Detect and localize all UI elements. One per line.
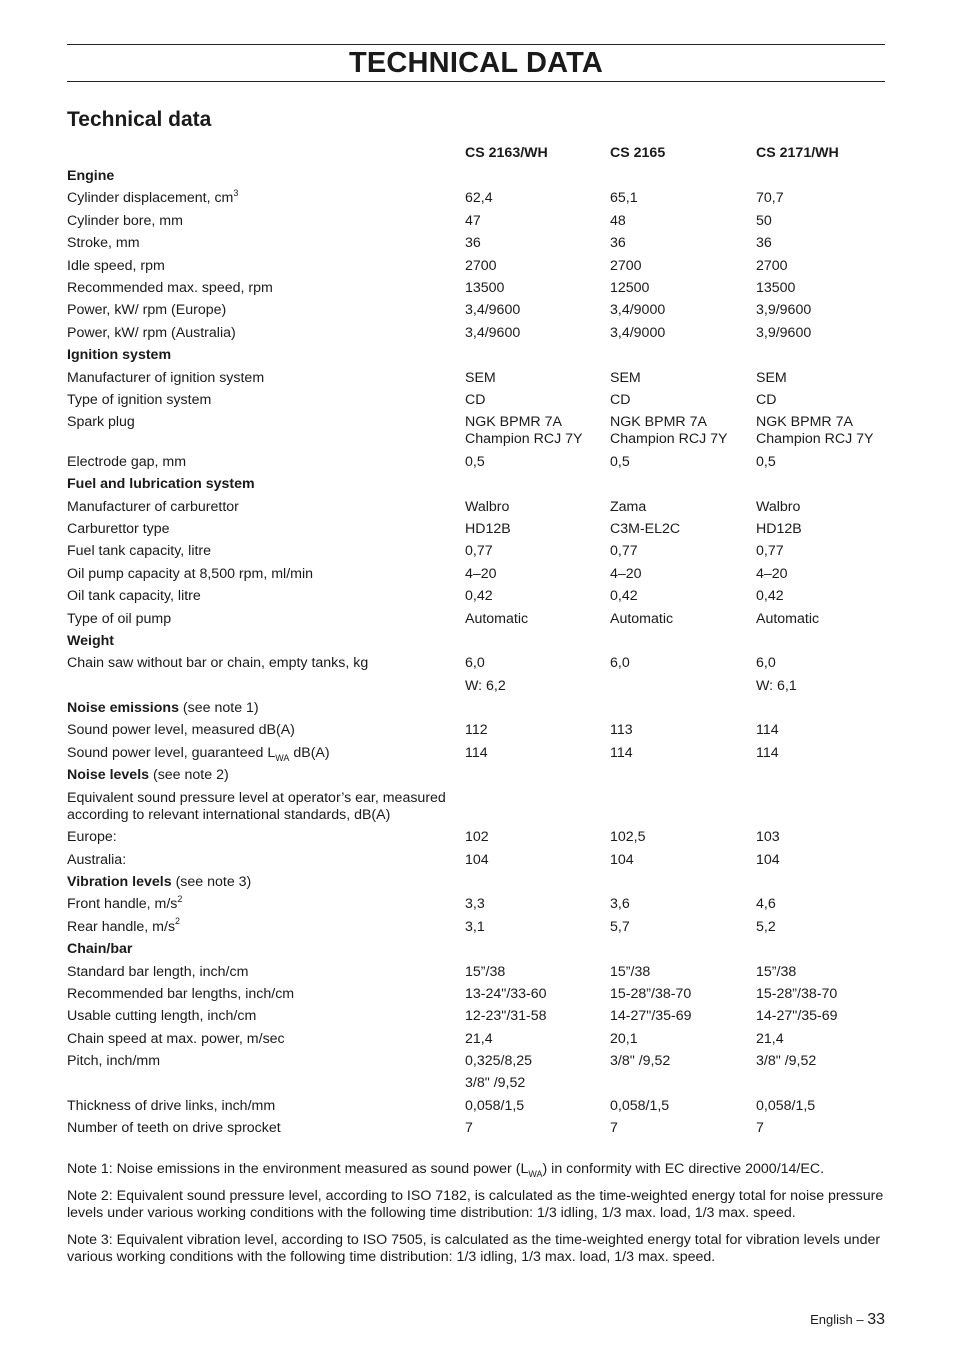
page-footer xyxy=(810,1311,885,1329)
label-text: Idle speed, rpm xyxy=(67,257,165,274)
spec-row xyxy=(67,414,897,454)
spec-label xyxy=(67,964,457,980)
label-text: Noise levels xyxy=(67,767,150,784)
spec-value: 0,77 xyxy=(756,543,784,560)
spec-row xyxy=(67,745,897,767)
label-text: Power, kW/ rpm (Europe) xyxy=(67,302,227,319)
spec-value: 4,6 xyxy=(756,896,776,913)
label-text: Number of teeth on drive sprocket xyxy=(67,1120,281,1137)
spec-row xyxy=(67,1075,897,1097)
note-1-text-end: ) in conformity with EC directive 2000/14/EC. xyxy=(542,1161,825,1177)
spec-value: 48 xyxy=(610,212,626,229)
label-text: Ignition system xyxy=(67,347,172,364)
spec-row xyxy=(67,722,897,744)
spec-value: Automatic xyxy=(465,610,529,627)
spec-value: Automatic xyxy=(610,610,674,627)
label-text: Fuel and lubrication system xyxy=(67,476,255,493)
spec-value: Walbro xyxy=(465,498,510,515)
spec-value: 14-27"/35-69 xyxy=(756,1008,838,1025)
notes xyxy=(67,1161,887,1276)
spec-value: 5,7 xyxy=(610,918,630,935)
spec-value: 103 xyxy=(756,829,780,846)
spec-value: 3,4/9000 xyxy=(610,324,666,341)
spec-value: 3/8" /9,52 xyxy=(610,1053,671,1070)
spec-value: 0,42 xyxy=(610,588,638,605)
spec-value: 0,325/8,25 xyxy=(465,1053,533,1070)
spec-value: 0,058/1,5 xyxy=(756,1097,816,1114)
spec-row xyxy=(67,499,897,521)
label-text: Weight xyxy=(67,632,115,649)
label-text: Standard bar length, inch/cm xyxy=(67,963,249,980)
spec-value: 15”/38 xyxy=(465,963,506,980)
page-header: TECHNICAL DATA xyxy=(348,47,604,79)
spec-value: 3/8" /9,52 xyxy=(465,1075,526,1092)
spec-value: 3,9/9600 xyxy=(756,324,812,341)
label-text: Usable cutting length, inch/cm xyxy=(67,1008,257,1025)
section-heading xyxy=(67,700,457,716)
section-heading-row xyxy=(67,633,897,655)
label-text: Cylinder bore, mm xyxy=(67,212,183,229)
spec-label xyxy=(67,235,457,251)
spec-label xyxy=(67,986,457,1002)
spec-label xyxy=(67,280,457,296)
section-heading xyxy=(67,941,457,957)
spec-row xyxy=(67,1031,897,1053)
spec-value: SEM xyxy=(465,369,496,386)
spec-value: 21,4 xyxy=(465,1030,493,1047)
spec-label xyxy=(67,745,457,761)
spec-value: 6,0 xyxy=(465,655,485,672)
label-subscript: WA xyxy=(275,752,290,763)
spec-value: 7 xyxy=(465,1120,473,1137)
section-heading xyxy=(67,633,457,649)
spec-label xyxy=(67,302,457,318)
heading-note-ref: (see note 3) xyxy=(171,873,252,890)
spec-value: 15-28”/38-70 xyxy=(756,985,838,1002)
spec-value: 114 xyxy=(756,744,779,761)
spec-value: 12-23"/31-58 xyxy=(465,1008,547,1025)
label-text: Chain/bar xyxy=(67,941,133,958)
spec-value: 3,4/9000 xyxy=(610,302,666,319)
spec-row xyxy=(67,302,897,324)
spec-label xyxy=(67,1031,457,1047)
label-text: Vibration levels xyxy=(67,873,172,890)
label-text: Power, kW/ rpm (Australia) xyxy=(67,324,236,341)
label-text: Thickness of drive links, inch/mm xyxy=(67,1097,276,1114)
spec-row xyxy=(67,611,897,633)
spec-label xyxy=(67,392,457,408)
spec-value: 70,7 xyxy=(756,190,784,207)
spec-value: W: 6,1 xyxy=(756,677,797,694)
label-text: Electrode gap, mm xyxy=(67,453,187,470)
spec-label xyxy=(67,1008,457,1024)
spec-value: 13500 xyxy=(756,279,796,296)
label-text: Front handle, m/s xyxy=(67,896,178,913)
note-1 xyxy=(67,1161,887,1178)
spec-label xyxy=(67,611,457,627)
spec-value: CD xyxy=(465,391,486,408)
spec-value: 2700 xyxy=(465,257,497,274)
section-heading-row xyxy=(67,941,897,963)
spec-value: 0,5 xyxy=(756,453,776,470)
spec-label xyxy=(67,790,457,824)
spec-value: 4–20 xyxy=(465,565,497,582)
spec-value: 50 xyxy=(756,212,772,229)
spec-label xyxy=(67,1098,457,1114)
label-text: Sound power level, guaranteed L xyxy=(67,744,276,761)
spec-value: 15”/38 xyxy=(756,963,797,980)
spec-row xyxy=(67,1120,897,1142)
spec-row xyxy=(67,588,897,610)
spec-value: 0,5 xyxy=(610,453,630,470)
section-heading-row xyxy=(67,700,897,722)
spec-value: 13500 xyxy=(465,279,505,296)
note-2: Note 2: Equivalent sound pressure level, according to ISO 7182, is calculated as the time-weighted energy total for noise pressure levels under various working conditions with the following time distribution: 1/3 idling, 1/3 max. load, 1/3 max. speed. xyxy=(67,1188,884,1221)
label-text: Manufacturer of ignition system xyxy=(67,369,265,386)
spec-row xyxy=(67,1008,897,1030)
spec-row xyxy=(67,213,897,235)
section-heading xyxy=(67,476,457,492)
spec-label xyxy=(67,829,457,845)
label-text: Pitch, inch/mm xyxy=(67,1053,161,1070)
label-text: Cylinder displacement, cm xyxy=(67,190,234,207)
spec-value: 36 xyxy=(465,235,481,252)
spec-value: NGK BPMR 7A Champion RCJ 7Y xyxy=(610,414,728,448)
spec-label xyxy=(67,566,457,582)
spec-row xyxy=(67,392,897,414)
label-text: Australia: xyxy=(67,851,127,868)
note-3: Note 3: Equivalent vibration level, according to ISO 7505, is calculated as the time-weighted energy total for vibration levels under various working conditions with the following time distribution: 1/3 idling, 1/3 max. load, 1/3 max. speed. xyxy=(67,1232,881,1265)
column-header: CS 2171/WH xyxy=(756,145,839,161)
label-text: Engine xyxy=(67,168,115,184)
spec-value: CD xyxy=(756,391,777,408)
spec-label xyxy=(67,655,457,671)
label-text: Chain saw without bar or chain, empty tanks, kg xyxy=(67,655,369,672)
column-header: CS 2163/WH xyxy=(465,145,548,161)
spec-label xyxy=(67,1120,457,1136)
label-text: Manufacturer of carburettor xyxy=(67,498,239,515)
label-superscript: 3 xyxy=(233,187,239,198)
spec-value: 3,9/9600 xyxy=(756,302,812,319)
spec-row xyxy=(67,566,897,588)
label-text: Stroke, mm xyxy=(67,235,140,252)
spec-label xyxy=(67,370,457,386)
spec-label xyxy=(67,852,457,868)
spec-row xyxy=(67,893,897,918)
spec-value: Walbro xyxy=(756,498,801,515)
spec-label xyxy=(67,213,457,229)
spec-value: HD12B xyxy=(465,520,511,537)
spec-label xyxy=(67,915,457,935)
spec-value: 3,3 xyxy=(465,896,485,913)
spec-value: 15-28”/38-70 xyxy=(610,985,692,1002)
spec-value: 47 xyxy=(465,212,481,229)
spec-value: 102,5 xyxy=(610,829,646,846)
spec-label xyxy=(67,454,457,470)
spec-label xyxy=(67,325,457,341)
spec-value: 15”/38 xyxy=(610,963,651,980)
spec-value: 114 xyxy=(610,744,633,761)
column-header: CS 2165 xyxy=(610,145,666,161)
spec-value: 112 xyxy=(465,722,488,739)
spec-row xyxy=(67,187,897,212)
spec-row xyxy=(67,280,897,302)
spec-value: 62,4 xyxy=(465,190,493,207)
spec-value: 3,4/9600 xyxy=(465,324,521,341)
spec-value: 104 xyxy=(756,851,780,868)
spec-row xyxy=(67,454,897,476)
label-text: Sound power level, measured dB(A) xyxy=(67,722,295,739)
spec-value: 2700 xyxy=(610,257,642,274)
spec-label xyxy=(67,187,457,207)
spec-value: 6,0 xyxy=(610,655,630,672)
spec-row xyxy=(67,655,897,677)
heading-note-ref: (see note 2) xyxy=(149,767,229,784)
spec-value: 14-27"/35-69 xyxy=(610,1008,692,1025)
note-1-text: Note 1: Noise emissions in the environment measured as sound power (L xyxy=(67,1161,529,1177)
label-text: Fuel tank capacity, litre xyxy=(67,543,212,560)
label-superscript: 2 xyxy=(175,915,181,926)
spec-value: 114 xyxy=(756,722,779,739)
page-number: 33 xyxy=(867,1311,885,1328)
spec-value: 0,42 xyxy=(756,588,784,605)
spec-value: 3,4/9600 xyxy=(465,302,521,319)
spec-value: 36 xyxy=(756,235,772,252)
spec-value: 7 xyxy=(756,1120,764,1137)
spec-label xyxy=(67,543,457,559)
spec-label xyxy=(67,499,457,515)
spec-value: 3/8" /9,52 xyxy=(756,1053,817,1070)
spec-value: 0,058/1,5 xyxy=(465,1097,525,1114)
section-heading xyxy=(67,347,457,363)
section-heading-row xyxy=(67,476,897,498)
section-heading-row xyxy=(67,874,897,896)
spec-value: HD12B xyxy=(756,520,802,537)
spec-value: Automatic xyxy=(756,610,820,627)
label-text: Noise emissions xyxy=(67,700,179,717)
spec-label xyxy=(67,588,457,604)
spec-row xyxy=(67,258,897,280)
section-heading xyxy=(67,874,457,890)
spec-row xyxy=(67,1098,897,1120)
spec-row xyxy=(67,986,897,1008)
section-heading-row xyxy=(67,168,897,190)
spec-value: 3,6 xyxy=(610,896,630,913)
spec-value: W: 6,2 xyxy=(465,677,506,694)
spec-value: NGK BPMR 7A Champion RCJ 7Y xyxy=(465,414,583,448)
label-text: Rear handle, m/s xyxy=(67,918,176,935)
section-heading xyxy=(67,767,457,783)
section-heading-row xyxy=(67,767,897,789)
spec-value: 12500 xyxy=(610,279,650,296)
spec-value: 5,2 xyxy=(756,918,776,935)
spec-value: 0,42 xyxy=(465,588,493,605)
spec-value: SEM xyxy=(756,369,787,386)
spec-row xyxy=(67,543,897,565)
label-text: Oil tank capacity, litre xyxy=(67,588,201,605)
spec-value: 102 xyxy=(465,829,489,846)
label-text: Type of oil pump xyxy=(67,610,172,627)
spec-row xyxy=(67,964,897,986)
heading-note-ref: (see note 1) xyxy=(178,700,259,717)
spec-value: 104 xyxy=(465,851,489,868)
label-text: Chain speed at max. power, m/sec xyxy=(67,1030,285,1047)
spec-value: CD xyxy=(610,391,631,408)
spec-value: 0,058/1,5 xyxy=(610,1097,670,1114)
spec-row xyxy=(67,325,897,347)
label-text: Type of ignition system xyxy=(67,391,212,408)
spec-value: 3,1 xyxy=(465,918,485,935)
spec-row xyxy=(67,370,897,392)
spec-row xyxy=(67,790,897,830)
spec-value: NGK BPMR 7A Champion RCJ 7Y xyxy=(756,414,874,448)
spec-value: 6,0 xyxy=(756,655,776,672)
spec-value: 113 xyxy=(610,722,633,739)
column-header-row xyxy=(67,145,897,168)
spec-row xyxy=(67,678,897,700)
spec-value: 20,1 xyxy=(610,1030,638,1047)
spec-value: 0,77 xyxy=(610,543,638,560)
spec-value: 0,5 xyxy=(465,453,485,470)
spec-row xyxy=(67,852,897,874)
spec-value: 104 xyxy=(610,851,634,868)
label-text: Recommended bar lengths, inch/cm xyxy=(67,985,295,1002)
spec-row xyxy=(67,235,897,257)
spec-value: 65,1 xyxy=(610,190,638,207)
note-1-subscript: WA xyxy=(528,1168,543,1179)
spec-value: 0,77 xyxy=(465,543,493,560)
spec-row xyxy=(67,915,897,941)
label-text: Spark plug xyxy=(67,414,135,431)
footer-language: English xyxy=(810,1312,853,1327)
section-title: Technical data xyxy=(67,108,212,131)
spec-value: 114 xyxy=(465,744,488,761)
label-text: Recommended max. speed, rpm xyxy=(67,279,273,296)
spec-value: Zama xyxy=(610,498,647,515)
spec-row xyxy=(67,1053,897,1075)
footer-dash: – xyxy=(852,1312,868,1327)
spec-label xyxy=(67,722,457,738)
spec-value: C3M-EL2C xyxy=(610,520,681,537)
spec-label xyxy=(67,521,457,537)
spec-row xyxy=(67,829,897,851)
spec-value: 4–20 xyxy=(756,565,788,582)
spec-value: SEM xyxy=(610,369,641,386)
spec-value: 13-24"/33-60 xyxy=(465,985,547,1002)
label-text: Carburettor type xyxy=(67,520,170,537)
label-text: Europe: xyxy=(67,829,117,846)
spec-label xyxy=(67,1053,457,1069)
spec-value: 2700 xyxy=(756,257,788,274)
spec-row xyxy=(67,521,897,543)
header-rule-bottom xyxy=(67,81,885,82)
spec-value: 7 xyxy=(610,1120,618,1137)
spec-value: 36 xyxy=(610,235,626,252)
label-superscript: 2 xyxy=(177,893,183,904)
section-heading xyxy=(67,168,457,184)
section-heading-row xyxy=(67,347,897,369)
spec-value: 21,4 xyxy=(756,1030,784,1047)
spec-label xyxy=(67,414,457,431)
label-text: Oil pump capacity at 8,500 rpm, ml/min xyxy=(67,565,314,582)
spec-value: 4–20 xyxy=(610,565,642,582)
label-text: Equivalent sound pressure level at operator’s ear, measured according to relevant international standards, dB(A) xyxy=(67,789,446,823)
spec-label xyxy=(67,258,457,274)
spec-table xyxy=(67,145,897,1143)
spec-label xyxy=(67,893,457,913)
label-text-end: dB(A) xyxy=(289,744,330,761)
